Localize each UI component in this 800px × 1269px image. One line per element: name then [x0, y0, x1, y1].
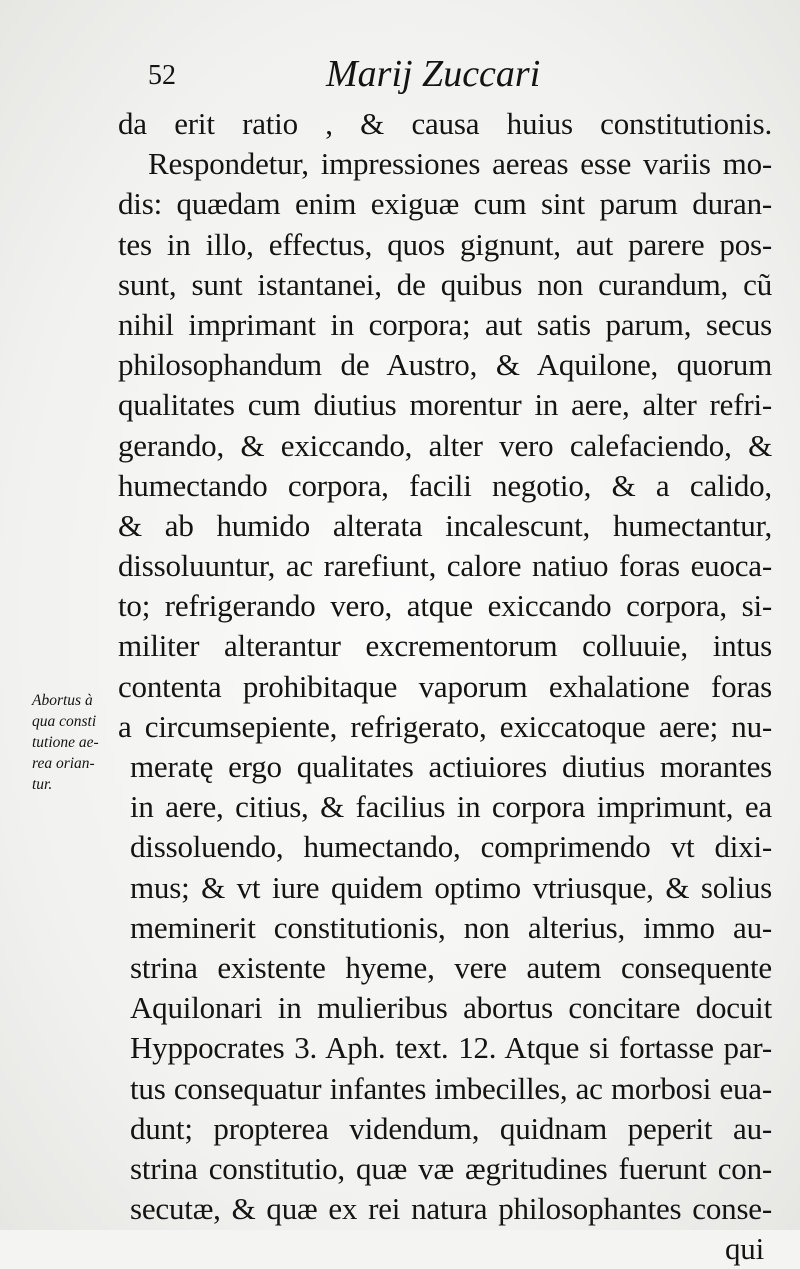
catchword: qui [724, 1231, 764, 1267]
text-line: & ab humido alterata incalescunt, humectantur, [118, 507, 772, 543]
text-line: qualitates cum diutius morentur in aere, alter refri- [118, 387, 772, 423]
page-header [148, 52, 748, 102]
body-text [118, 104, 772, 1269]
text-line: meminerit constitutionis, non alterius, immo au- [130, 909, 772, 945]
text-line: humectando corpora, facili negotio, & a calido, [118, 467, 772, 503]
margin-note-line: tutione ae- [32, 734, 99, 751]
text-line: Respondetur, impressiones aereas esse variis mo- [148, 146, 772, 182]
text-line: dis: quædam enim exiguæ cum sint parum duran- [118, 186, 772, 222]
text-line: mus; & vt iure quidem optimo vtriusque, & solius [130, 869, 772, 905]
margin-note-line: qua consti [32, 713, 97, 730]
text-line: tus consequatur infantes imbecilles, ac morbosi eua- [130, 1070, 772, 1106]
text-line: sunt, sunt istantanei, de quibus non curandum, cũ [118, 266, 772, 302]
margin-note-line: Abortus à [32, 692, 93, 709]
text-line: tes in illo, effectus, quos gignunt, aut parere pos- [118, 226, 772, 262]
text-line: strina constitutio, quæ væ ægritudines fuerunt con- [130, 1150, 772, 1186]
text-line: dissoluuntur, ac rarefiunt, calore natiuo foras euoca- [118, 548, 772, 584]
text-line: secutæ, & quæ ex rei natura philosophantes conse- [130, 1191, 772, 1227]
margin-note-line: tur. [32, 776, 53, 793]
text-line: da erit ratio , & causa huius constitutionis. [118, 106, 772, 141]
margin-note-line: rea orian- [32, 755, 95, 772]
text-line: Hyppocrates 3. Aph. text. 12. Atque si fortasse par- [130, 1030, 772, 1066]
text-line: philosophandum de Austro, & Aquilone, quorum [118, 347, 772, 383]
text-line: strina existente hyeme, vere autem consequente [130, 949, 772, 985]
running-head: Marij Zuccari [326, 53, 541, 95]
text-line: to; refrigerando vero, atque exiccando corpora, si- [118, 588, 772, 624]
text-line: nihil imprimant in corpora; aut satis parum, secus [118, 306, 772, 342]
text-line: dissoluendo, humectando, comprimendo vt dixi- [130, 829, 772, 865]
text-line: dunt; propterea videndum, quidnam peperit au- [130, 1110, 772, 1146]
margin-note [32, 690, 126, 795]
text-line: in aere, citius, & facilius in corpora imprimunt, ea [130, 789, 772, 825]
text-line: militer alterantur excrementorum colluuie, intus [118, 628, 772, 664]
text-line: Aquilonari in mulieribus abortus concitare docuit [130, 990, 772, 1026]
text-line: contenta prohibitaque vaporum exhalatione foras [118, 668, 772, 704]
text-line: a circumsepiente, refrigerato, exiccatoque aere; nu- [118, 708, 772, 744]
text-line: gerando, & exiccando, alter vero calefaciendo, & [118, 427, 772, 463]
text-line: meratę ergo qualitates actiuiores diutius morantes [130, 749, 772, 784]
page-number: 52 [148, 60, 176, 91]
